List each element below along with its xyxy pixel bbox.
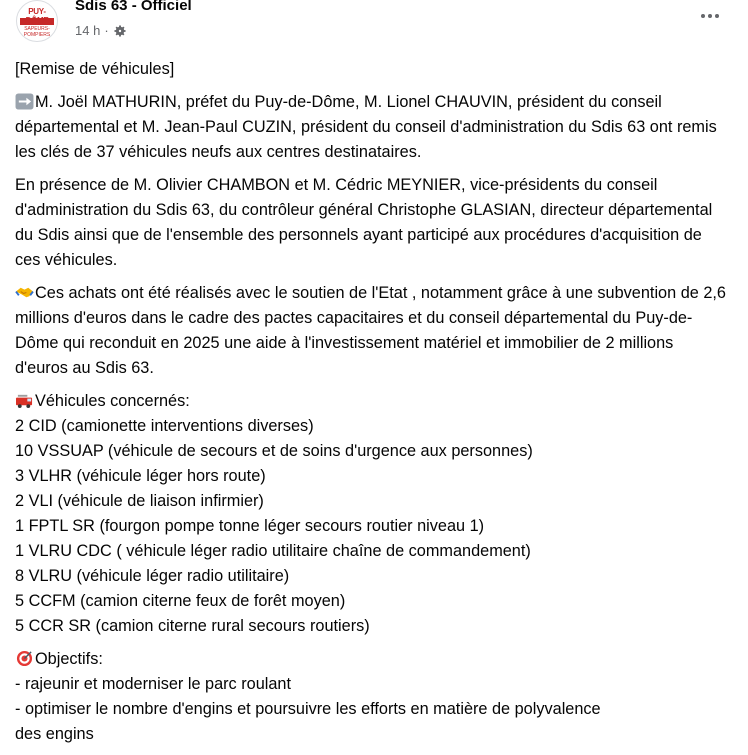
post-paragraph-2: [15, 90, 727, 165]
vehicle-list-item: 5 CCR SR (camion citerne rural secours routiers): [15, 617, 370, 635]
meta-separator: ·: [104, 23, 109, 38]
more-dot: [715, 14, 719, 18]
objectives-section: [15, 647, 727, 747]
fire-engine-emoji-icon: [15, 392, 34, 409]
page-avatar[interactable]: [16, 0, 58, 42]
post-paragraph-4-text: Ces achats ont été réalisés avec le soutien de l'Etat , notamment grâce à une subvention de 2,6 millions d'euros dans le cadre des pactes capacitaires et du conseil départemental du Puy-de-Dôme qui reconduit en 2025 une aide à l'investissement matériel et immobilier de 2 millions d'euros au Sdis 63.: [15, 284, 726, 377]
target-emoji-icon: [15, 650, 34, 667]
vehicle-list-item: 2 VLI (véhicule de liaison infirmier): [15, 492, 264, 510]
gear-icon: [113, 24, 127, 38]
objective-list-item: - optimiser le nombre d'engins et poursuivre les efforts en matière de polyvalence: [15, 700, 601, 718]
right-arrow-emoji-icon: [15, 93, 34, 110]
logo-text-top: PUY-: [28, 7, 46, 16]
objective-list-item: des engins: [15, 725, 94, 743]
post-paragraph-3: En présence de M. Olivier CHAMBON et M. Cédric MEYNIER, vice-présidents du conseil d'administration du Sdis 63, du contrôleur général Christophe GLASIAN, directeur départemental du Sdis ainsi que de l'ensemble des personnels ayant participé aux procédures d'acquisition de ces véhicules.: [15, 176, 713, 269]
vehicle-list-item: 2 CID (camionette interventions diverses): [15, 417, 314, 435]
post-header: [16, 0, 736, 48]
logo-band: [20, 18, 54, 25]
objectives-heading: [15, 647, 727, 672]
post-paragraph-1: [Remise de véhicules]: [15, 60, 175, 78]
vehicle-list-item: 5 CCFM (camion citerne feux de forêt moyen): [15, 592, 346, 610]
post-paragraph-2-text: M. Joël MATHURIN, préfet du Puy-de-Dôme, M. Lionel CHAUVIN, président du conseil départemental et M. Jean-Paul CUZIN, président du conseil d'administration du Sdis 63 ont remis les clés de 37 véhicules neufs aux centres destinataires.: [15, 93, 717, 161]
more-dot: [701, 14, 705, 18]
vehicle-list-item: 1 FPTL SR (fourgon pompe tonne léger secours routier niveau 1): [15, 517, 485, 535]
page-name-link[interactable]: Sdis 63 - Officiel: [75, 0, 192, 14]
logo-text-bottom: SAPEURS-POMPIERS: [23, 26, 51, 38]
post-time[interactable]: 14 h: [75, 23, 101, 38]
handshake-emoji-icon: [15, 284, 34, 301]
vehicle-list-item: 3 VLHR (véhicule léger hors route): [15, 467, 266, 485]
vehicles-section: [15, 389, 727, 639]
vehicles-heading: [15, 389, 727, 414]
vehicle-list-item: 10 VSSUAP (véhicule de secours et de soins d'urgence aux personnes): [15, 442, 533, 460]
vehicle-list-item: 1 VLRU CDC ( véhicule léger radio utilitaire chaîne de commandement): [15, 542, 531, 560]
vehicles-heading-text: Véhicules concernés:: [35, 392, 190, 410]
objectives-heading-text: Objectifs:: [35, 650, 103, 668]
more-options-button[interactable]: [692, 4, 728, 28]
post-paragraph-4: [15, 281, 727, 381]
more-dot: [708, 14, 712, 18]
objective-list-item: - rajeunir et moderniser le parc roulant: [15, 675, 292, 693]
post-meta: [75, 23, 127, 38]
post-body: [15, 57, 727, 755]
vehicle-list-item: 8 VLRU (véhicule léger radio utilitaire): [15, 567, 290, 585]
